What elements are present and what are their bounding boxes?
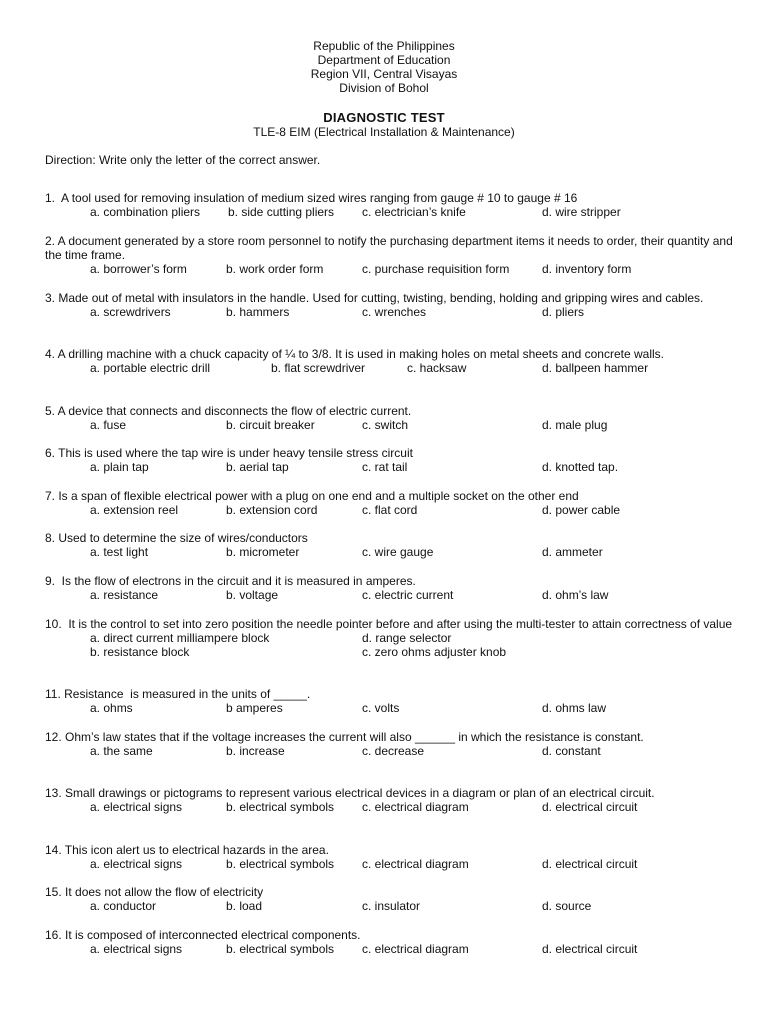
option-c: c. electrician’s knife [362, 205, 466, 219]
option-b: b. micrometer [226, 545, 300, 559]
option-b: b. voltage [226, 588, 279, 602]
option-a: a. ohms [90, 701, 133, 715]
question-stem: 12. Ohm’s law states that if the voltage increases the current will also ______ in which the resistance is constant. [45, 730, 644, 744]
question-stem: 3. Made out of metal with insulators in the handle. Used for cutting, twisting, bending, holding and gripping wires and cables. [45, 291, 704, 305]
option-b: b amperes [226, 701, 283, 715]
option-a: a. combination pliers [90, 205, 201, 219]
letterhead-division: Division of Bohol [339, 81, 429, 95]
question-options-row-2 [45, 645, 735, 659]
option-d: d. pliers [542, 305, 585, 319]
option-c: c. wire gauge [362, 545, 434, 559]
option-a: a. electrical signs [90, 857, 183, 871]
question-9 [45, 574, 735, 602]
option-c: c. volts [362, 701, 400, 715]
option-b: b. extension cord [226, 503, 318, 517]
question-stem: 15. It does not allow the flow of electricity [45, 885, 264, 899]
option-b: b. flat screwdriver [271, 361, 366, 375]
question-options [45, 701, 735, 715]
question-options [45, 800, 735, 814]
option-a: a. screwdrivers [90, 305, 171, 319]
question-2 [45, 234, 735, 276]
question-options [45, 361, 735, 375]
option-a: a. fuse [90, 418, 127, 432]
question-10 [45, 617, 735, 659]
option-d: d. power cable [542, 503, 621, 517]
question-options [45, 942, 735, 956]
option-c: c. switch [362, 418, 409, 432]
option-b: b. increase [226, 744, 285, 758]
question-1 [45, 191, 735, 219]
question-options [45, 857, 735, 871]
option-c: c. electrical diagram [362, 942, 469, 956]
option-c: c. electric current [362, 588, 454, 602]
option-c: c. decrease [362, 744, 425, 758]
question-15 [45, 885, 735, 913]
question-stem: 13. Small drawings or pictograms to represent various electrical devices in a diagram or plan of an electrical circuit. [45, 786, 655, 800]
question-stem: 8. Used to determine the size of wires/conductors [45, 531, 308, 545]
option-c: c. electrical diagram [362, 800, 469, 814]
option-d: d. electrical circuit [542, 857, 638, 871]
option-d: d. ohms law [542, 701, 607, 715]
option-c: c. insulator [362, 899, 421, 913]
title-block [0, 110, 768, 139]
option-d: d. range selector [362, 631, 452, 645]
question-stem: 5. A device that connects and disconnects the flow of electric current. [45, 404, 412, 418]
question-options [45, 588, 735, 602]
option-c: c. hacksaw [407, 361, 467, 375]
question-stem: 2. A document generated by a store room personnel to notify the purchasing department items it needs to order, their quantity and the time frame. [45, 234, 737, 262]
letterhead-region: Region VII, Central Visayas [310, 67, 458, 81]
option-d: d. inventory form [542, 262, 632, 276]
question-12 [45, 730, 735, 758]
option-b: b. side cutting pliers [228, 205, 335, 219]
question-options [45, 899, 735, 913]
question-options [45, 503, 735, 517]
question-6 [45, 446, 735, 474]
option-d: d. ohm’s law [542, 588, 609, 602]
question-options [45, 262, 735, 276]
question-stem: 10. It is the control to set into zero position the needle pointer before and after using the multi-tester to attain correctness of value [45, 617, 733, 631]
question-3 [45, 291, 735, 319]
letterhead-country: Republic of the Philippines [313, 39, 455, 53]
option-b: b. electrical symbols [226, 800, 335, 814]
option-d: d. constant [542, 744, 601, 758]
option-d: d. knotted tap. [542, 460, 619, 474]
question-stem: 4. A drilling machine with a chuck capacity of ¼ to 3/8. It is used in making holes on metal sheets and concrete walls. [45, 347, 664, 361]
option-c: c. zero ohms adjuster knob [362, 645, 507, 659]
option-b: b. electrical symbols [226, 857, 335, 871]
question-4 [45, 347, 735, 375]
option-d: d. male plug [542, 418, 608, 432]
option-d: d. ammeter [542, 545, 603, 559]
question-13 [45, 786, 735, 814]
direction-text: Direction: Write only the letter of the correct answer. [45, 153, 321, 167]
letterhead [0, 39, 768, 95]
option-d: d. electrical circuit [542, 800, 638, 814]
question-stem: 16. It is composed of interconnected electrical components. [45, 928, 361, 942]
option-a: a. extension reel [90, 503, 179, 517]
question-stem: 9. Is the flow of electrons in the circuit and it is measured in amperes. [45, 574, 416, 588]
option-b: b. electrical symbols [226, 942, 335, 956]
option-b: b. resistance block [90, 645, 190, 659]
question-options [45, 305, 735, 319]
question-stem: 6. This is used where the tap wire is under heavy tensile stress circuit [45, 446, 413, 460]
option-d: d. wire stripper [542, 205, 621, 219]
question-options [45, 744, 735, 758]
question-14 [45, 843, 735, 871]
question-stem: 7. Is a span of flexible electrical power with a plug on one end and a multiple socket on the other end [45, 489, 579, 503]
option-d: d. electrical circuit [542, 942, 638, 956]
option-d: d. ballpeen hammer [542, 361, 649, 375]
option-c: c. purchase requisition form [362, 262, 510, 276]
option-c: c. flat cord [362, 503, 418, 517]
question-options [45, 205, 735, 219]
option-b: b. load [226, 899, 263, 913]
test-title: DIAGNOSTIC TEST [323, 110, 445, 125]
question-stem: 1. A tool used for removing insulation of medium sized wires ranging from gauge # 10 to gauge # 16 [45, 191, 578, 205]
question-7 [45, 489, 735, 517]
question-options [45, 460, 735, 474]
option-a: a. electrical signs [90, 942, 183, 956]
question-stem: 11. Resistance is measured in the units of _____. [45, 687, 311, 701]
question-options [45, 631, 735, 645]
test-subtitle: TLE-8 EIM (Electrical Installation & Maintenance) [253, 125, 515, 139]
option-c: c. wrenches [362, 305, 427, 319]
question-5 [45, 404, 735, 432]
option-a: a. conductor [90, 899, 157, 913]
option-a: a. test light [90, 545, 149, 559]
option-a: a. plain tap [90, 460, 149, 474]
option-a: a. electrical signs [90, 800, 183, 814]
letterhead-department: Department of Education [317, 53, 451, 67]
option-b: b. hammers [226, 305, 290, 319]
option-a: a. the same [90, 744, 153, 758]
option-a: a. resistance [90, 588, 159, 602]
option-b: b. circuit breaker [226, 418, 315, 432]
option-a: a. portable electric drill [90, 361, 211, 375]
option-c: c. electrical diagram [362, 857, 469, 871]
question-8 [45, 531, 735, 559]
question-stem: 14. This icon alert us to electrical hazards in the area. [45, 843, 329, 857]
option-b: b. aerial tap [226, 460, 289, 474]
option-a: a. borrower’s form [90, 262, 187, 276]
option-b: b. work order form [226, 262, 324, 276]
option-c: c. rat tail [362, 460, 408, 474]
option-a: a. direct current milliampere block [90, 631, 270, 645]
option-d: d. source [542, 899, 592, 913]
question-11 [45, 687, 735, 715]
question-options [45, 545, 735, 559]
question-16 [45, 928, 735, 956]
question-options [45, 418, 735, 432]
